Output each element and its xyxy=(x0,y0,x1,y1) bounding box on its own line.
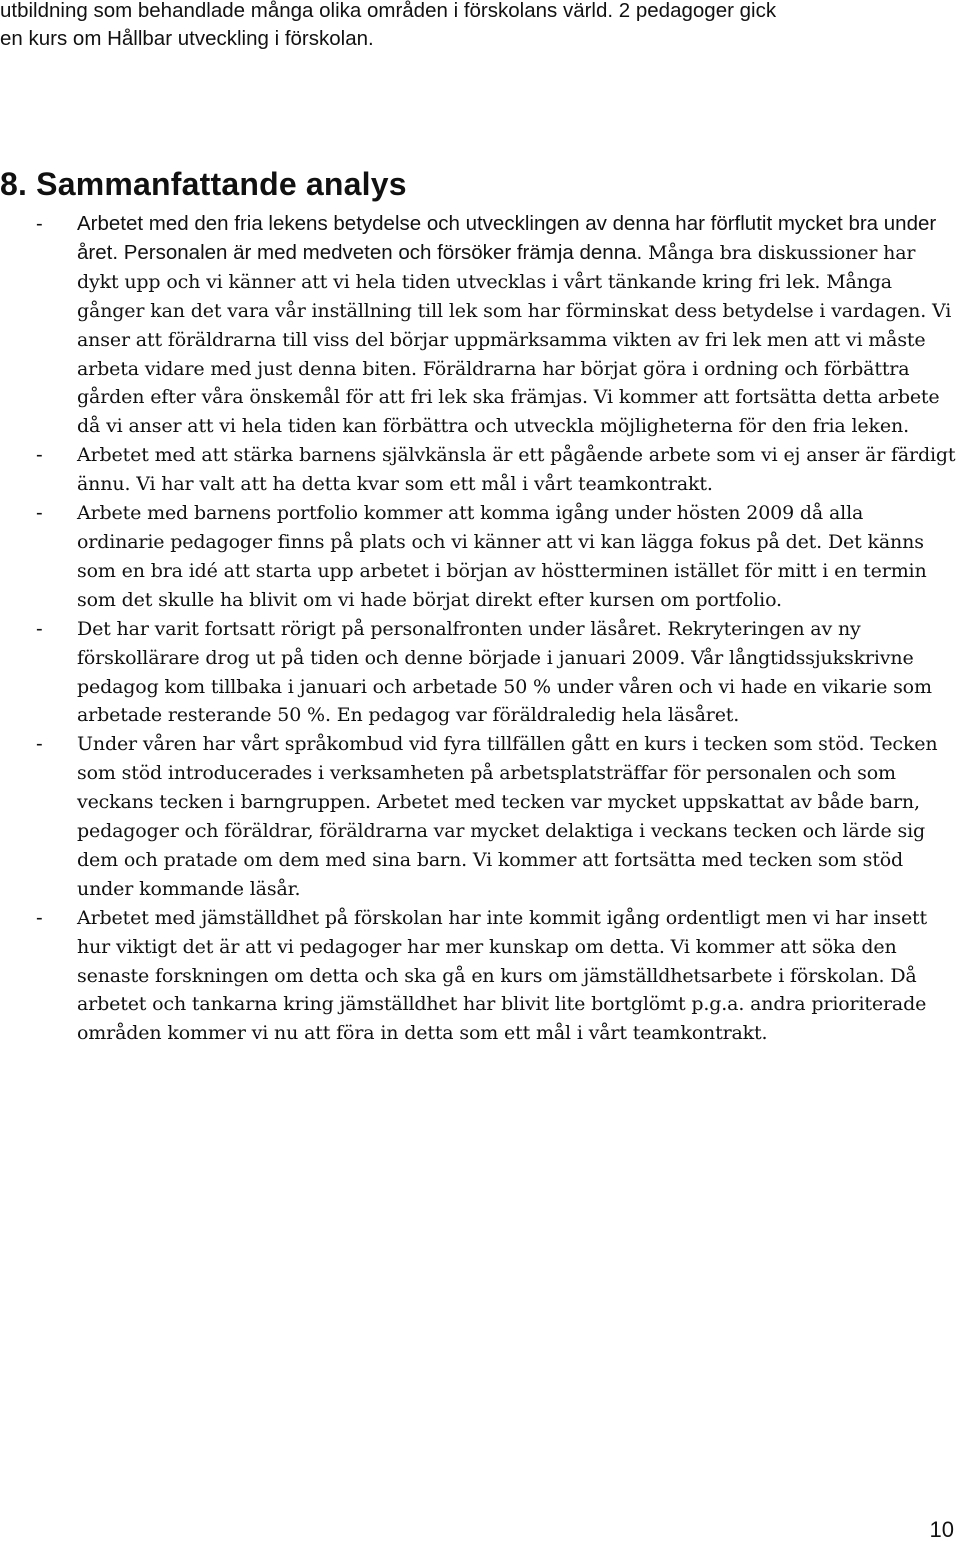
list-bullet: - xyxy=(36,906,43,929)
list-item-text-sans: Arbetet med den fria lekens betydelse och utvecklingen av denna har förflutit mycket bra under året. Personalen är med medveten och försöker främja denna. xyxy=(77,212,937,264)
list-bullet: - xyxy=(36,213,43,235)
section-heading: 8. Sammanfattande analys xyxy=(0,166,407,202)
list-item xyxy=(0,441,960,499)
list-bullet: - xyxy=(36,502,43,525)
list-item-text: Arbete med barnens portfolio kommer att komma igång under hösten 2009 då alla ordinarie pedagoger finns på plats och vi känner att vi kan lägga fokus på det. Det känns som en bra idé att starta upp arbetet i början av höstterminen istället för mitt i en termin som det skulle ha blivit om vi hade börjat direkt efter kursen om portfolio. xyxy=(77,502,927,611)
intro-line-2: en kurs om Hållbar utveckling i förskolan. xyxy=(0,27,374,50)
page-number: 10 xyxy=(929,1517,954,1542)
intro-paragraph xyxy=(0,0,950,53)
analysis-list xyxy=(0,210,960,1048)
list-item xyxy=(0,615,960,731)
list-bullet: - xyxy=(36,733,43,756)
list-item-text: Arbetet med jämställdhet på förskolan har inte kommit igång ordentligt men vi har insett hur viktigt det är att vi pedagoger har mer kunskap om detta. Vi kommer att söka den senaste forskningen om detta och ska gå en kurs om jämställdhetsarbete i förskolan. Då arbetet och tankarna kring jämställdhet har blivit lite bortglömt p.g.a. andra prioriterade områden kommer vi nu att föra in detta som ett mål i vårt teamkontrakt. xyxy=(77,906,928,1045)
intro-line-1: utbildning som behandlade många olika områden i förskolans värld. 2 pedagoger gick xyxy=(0,0,777,22)
list-bullet: - xyxy=(36,444,43,467)
list-item-text: Arbetet med att stärka barnens självkänsla är ett pågående arbete som vi ej anser är färdigt ännu. Vi har valt att ha detta kvar som ett mål i vårt teamkontrakt. xyxy=(77,444,956,496)
list-item xyxy=(0,730,960,903)
list-item xyxy=(0,210,960,441)
list-bullet: - xyxy=(36,617,43,640)
list-item-text: Det har varit fortsatt rörigt på personalfronten under läsåret. Rekryteringen av ny förskollärare drog ut på tiden och denne började i januari 2009. Vår långtidssjukskrivne pedagog kom tillbaka i januari och arbetade 50 % under våren och vi hade en vikarie som arbetade resterande 50 %. En pedagog var föräldraledig hela läsåret. xyxy=(77,617,932,727)
list-item xyxy=(0,904,960,1049)
list-item xyxy=(0,499,960,615)
list-item-text-serif: Många bra diskussioner har dykt upp och vi känner att vi hela tiden utvecklas i vårt tänkande kring fri lek. Många gånger kan det vara vår inställning till lek som har förminskat dess betydelse i vardagen. Vi anser att föräldrarna till viss del börjar uppmärksamma vikten av fri lek men att vi måste arbeta vidare med just denna biten. Föräldrarna har börjat göra i ordning och förbättra gården efter våra önskemål för att fri lek ska främjas. Vi kommer att fortsätta detta arbete då vi anser att vi hela tiden kan förbättra och utveckla möjligheterna för den fria leken. xyxy=(77,241,952,438)
list-item-text: Under våren har vårt språkombud vid fyra tillfällen gått en kurs i tecken som stöd. Tecken som stöd introducerades i verksamheten på arbetsplatsträffar för personalen och som veckans tecken i barngruppen. Arbetet med tecken var mycket uppskattat av både barn, pedagoger och föräldrar, föräldrarna var mycket delaktiga i veckans tecken och lärde sig dem och pratade om dem med sina barn. Vi kommer att fortsätta med tecken som stöd under kommande läsår. xyxy=(77,733,938,900)
